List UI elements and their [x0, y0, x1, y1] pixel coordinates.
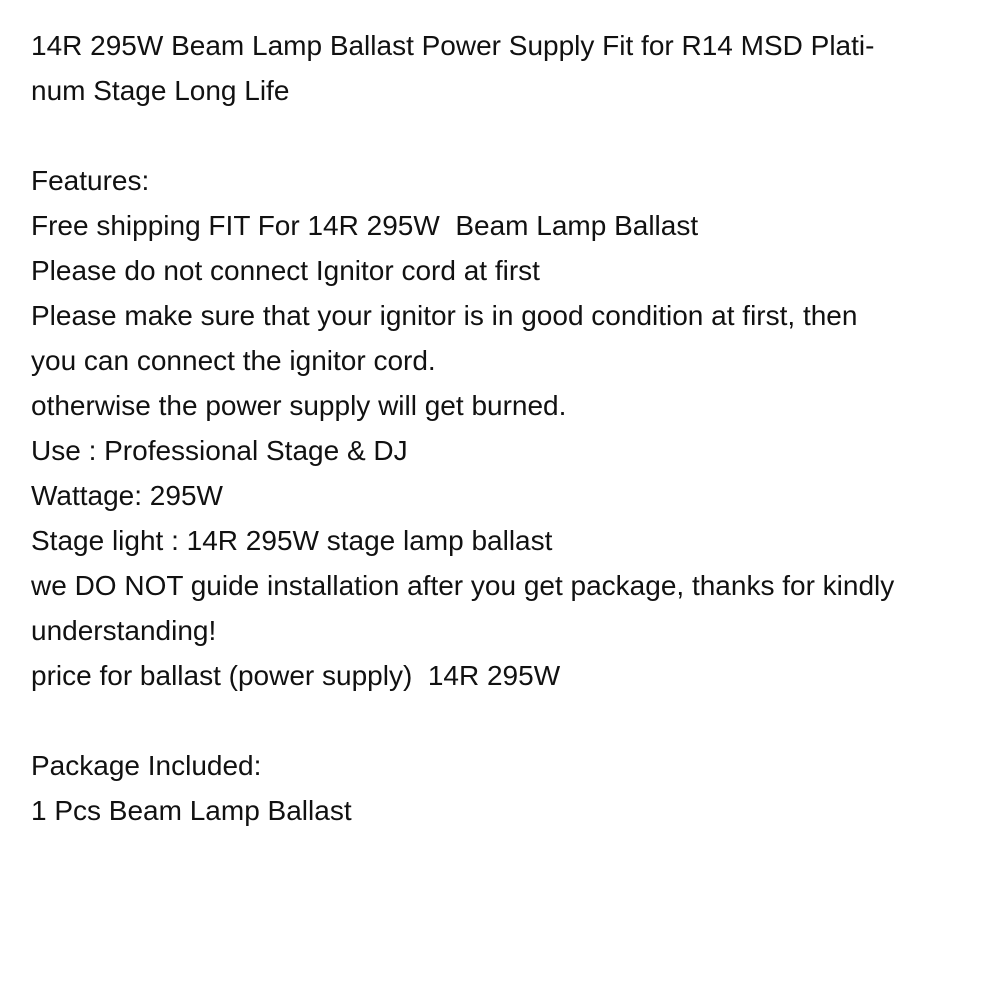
feature-line: Please make sure that your ignitor is in good condition at first, then: [31, 300, 858, 331]
feature-line: Stage light : 14R 295W stage lamp ballast: [31, 525, 553, 556]
title-line-2: num Stage Long Life: [31, 75, 290, 106]
feature-line: understanding!: [31, 615, 217, 646]
feature-line: Free shipping FIT For 14R 295W Beam Lamp Ballast: [31, 210, 699, 241]
feature-line: Wattage: 295W: [31, 480, 223, 511]
feature-line: Use : Professional Stage & DJ: [31, 435, 408, 466]
package-heading: Package Included:: [31, 750, 262, 781]
features-heading: Features:: [31, 165, 150, 196]
feature-line: we DO NOT guide installation after you get package, thanks for kindly: [31, 570, 895, 601]
feature-line: otherwise the power supply will get burned.: [31, 390, 567, 421]
feature-line: Please do not connect Ignitor cord at first: [31, 255, 540, 286]
feature-line: price for ballast (power supply) 14R 295W: [31, 660, 561, 691]
package-item: 1 Pcs Beam Lamp Ballast: [31, 795, 352, 826]
title-line-1: 14R 295W Beam Lamp Ballast Power Supply Fit for R14 MSD Plati-: [31, 30, 875, 61]
feature-line: you can connect the ignitor cord.: [31, 345, 436, 376]
